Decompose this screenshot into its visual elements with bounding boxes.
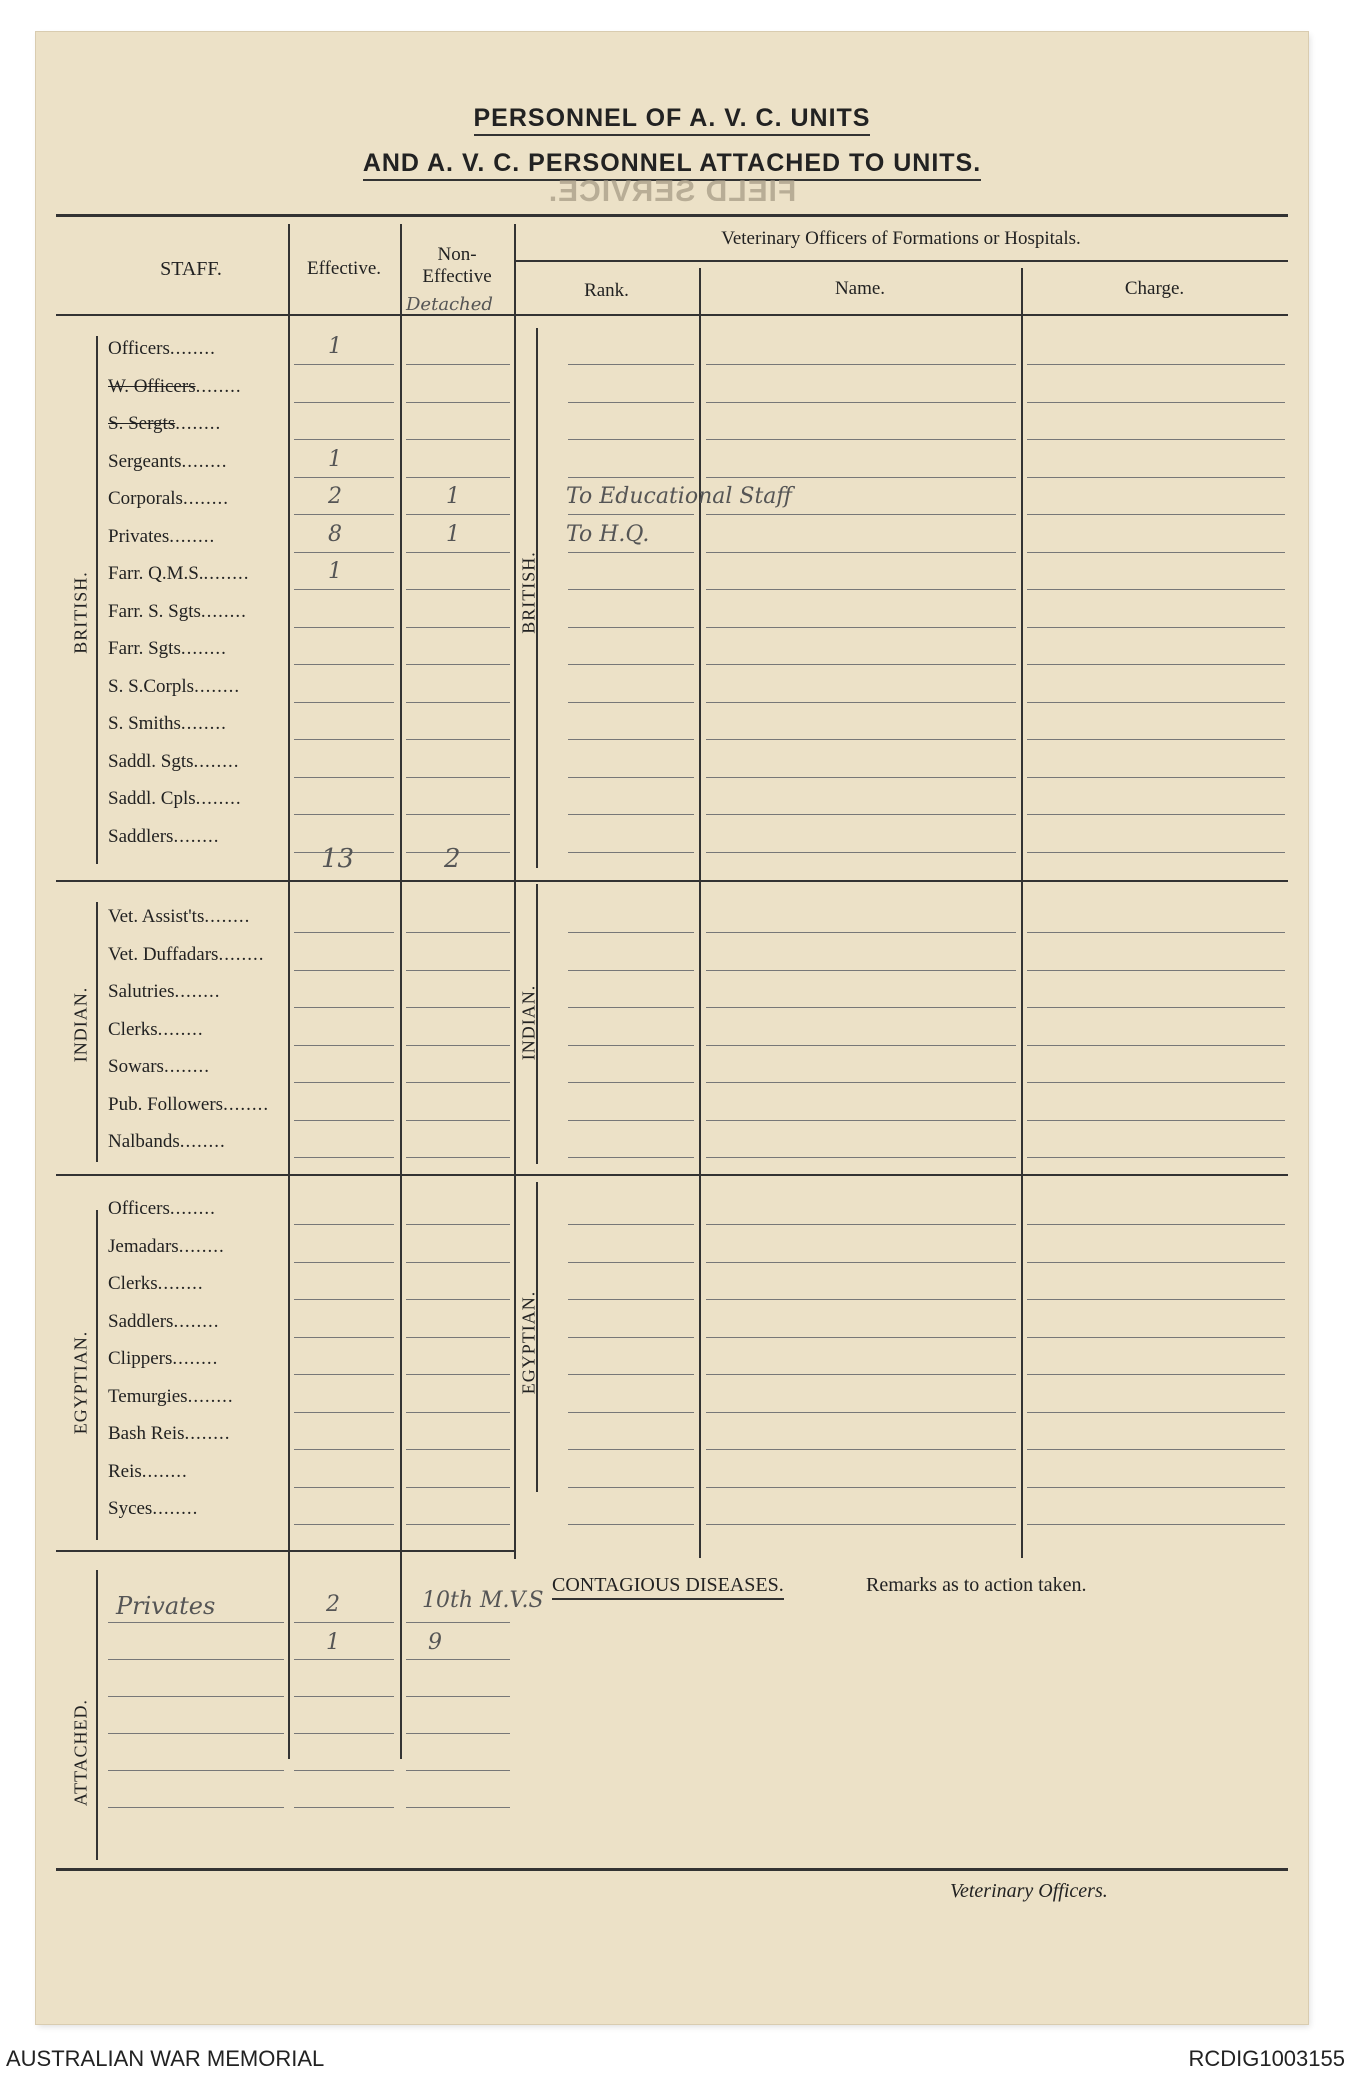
staff-row-label: Farr. Q.M.S.........	[108, 563, 250, 584]
col-divider-vet	[514, 224, 516, 1559]
leader-dots: ........	[141, 1460, 188, 1482]
header-charge: Charge.	[1124, 278, 1185, 299]
attached-row1-non-effective: 10th M.V.S	[422, 1588, 544, 1613]
vet-header-rule	[514, 260, 1288, 262]
entry-line	[294, 664, 394, 665]
staff-row-label: Officers........	[108, 1198, 216, 1219]
entry-line	[294, 1157, 394, 1158]
leader-dots: ........	[203, 563, 250, 584]
entry-line	[1027, 1524, 1285, 1525]
entry-line	[1027, 477, 1285, 478]
staff-row-label: S. Smiths........	[108, 713, 227, 734]
entry-line	[568, 439, 694, 440]
entry-line	[568, 970, 694, 971]
entry-line	[706, 439, 1016, 440]
entry-line	[294, 1449, 394, 1450]
leader-dots: ........	[180, 638, 227, 659]
attached-brace	[96, 1570, 108, 1860]
entry-line	[706, 664, 1016, 665]
handwritten-note-educational: To Educational Staff	[566, 484, 793, 509]
entry-line	[1027, 1299, 1285, 1300]
bleed-through-text: FIELD SERVICE.	[547, 175, 797, 208]
entry-line	[1027, 364, 1285, 365]
entry-line	[294, 1374, 394, 1375]
entry-line	[706, 739, 1016, 740]
entry-line	[1027, 1262, 1285, 1263]
entry-line	[1027, 1374, 1285, 1375]
entry-line	[294, 1082, 394, 1083]
leader-dots: ........	[173, 1310, 220, 1332]
staff-row-label: W. Officers........	[108, 375, 242, 397]
entry-line	[1027, 1045, 1285, 1046]
entry-line	[1027, 739, 1285, 740]
entry-line	[406, 970, 510, 971]
form-paper	[36, 32, 1308, 2024]
entry-line	[568, 739, 694, 740]
entry-line	[406, 1733, 510, 1734]
entry-line	[406, 1622, 510, 1623]
leader-dots: ........	[218, 943, 265, 965]
entry-line	[406, 1770, 510, 1771]
leader-dots: ........	[163, 1056, 210, 1077]
entry-line	[294, 402, 394, 403]
attached-row1-label: Privates	[116, 1592, 216, 1620]
entry-line	[706, 364, 1016, 365]
entry-line	[294, 814, 394, 815]
entry-line	[568, 702, 694, 703]
leader-dots: ........	[182, 488, 229, 509]
entry-line	[568, 1299, 694, 1300]
egyptian-section-rule	[56, 1550, 514, 1552]
entry-line	[1027, 777, 1285, 778]
leader-dots: ........	[157, 1273, 204, 1294]
attached-row2-non-effective: 9	[428, 1630, 442, 1655]
entry-line	[294, 1337, 394, 1338]
staff-row-label: Vet. Duffadars........	[108, 943, 265, 965]
staff-row-label: Reis........	[108, 1460, 188, 1482]
table-top-rule	[56, 214, 1288, 217]
entry-line	[706, 1157, 1016, 1158]
header-vet-officers: Veterinary Officers of Formations or Hospitals.	[721, 228, 1081, 249]
staff-row-label: Privates........	[108, 525, 216, 547]
entry-line	[406, 1262, 510, 1263]
entry-line	[568, 777, 694, 778]
entry-line	[108, 1659, 284, 1660]
entry-line	[706, 514, 1016, 515]
entry-line	[706, 1082, 1016, 1083]
entry-line	[406, 739, 510, 740]
entry-line	[706, 1045, 1016, 1046]
staff-row-label: Syces........	[108, 1498, 199, 1519]
entry-line	[568, 664, 694, 665]
entry-line	[568, 514, 694, 515]
entry-line	[1027, 1449, 1285, 1450]
handwritten-detached: Detached	[406, 294, 493, 315]
entry-line	[568, 1120, 694, 1121]
staff-row-label: Saddl. Cpls........	[108, 788, 242, 809]
entry-line	[294, 1045, 394, 1046]
entry-line	[568, 1082, 694, 1083]
section-label-attached: ATTACHED.	[70, 1698, 91, 1807]
staff-row-label: Farr. Sgts........	[108, 638, 227, 659]
entry-line	[1027, 814, 1285, 815]
entry-line	[406, 402, 510, 403]
entry-line	[406, 777, 510, 778]
entry-line	[294, 1622, 394, 1623]
entry-line	[706, 477, 1016, 478]
entry-line	[406, 1374, 510, 1375]
egyptian-brace	[96, 1210, 108, 1540]
british-brace	[96, 336, 108, 864]
col-divider-name	[699, 268, 701, 1558]
staff-row-label: Sergeants........	[108, 450, 228, 472]
entry-line	[406, 1659, 510, 1660]
entry-line	[706, 552, 1016, 553]
entry-line	[568, 1262, 694, 1263]
indian-brace	[96, 902, 108, 1162]
entry-line	[406, 1524, 510, 1525]
section-label-indian: INDIAN.	[70, 986, 91, 1063]
entry-line	[568, 477, 694, 478]
header-effective: Effective.	[306, 258, 382, 279]
vet-egyptian-brace	[536, 1182, 548, 1492]
entry-line	[294, 702, 394, 703]
footer-source: AUSTRALIAN WAR MEMORIAL	[6, 2046, 325, 2071]
col-divider-effective	[288, 224, 290, 1759]
leader-dots: ........	[195, 788, 242, 809]
british-effective-value: 1	[328, 334, 342, 359]
entry-line	[294, 1224, 394, 1225]
entry-line	[706, 1337, 1016, 1338]
entry-line	[406, 1224, 510, 1225]
entry-line	[706, 814, 1016, 815]
entry-line	[294, 970, 394, 971]
table-bottom-rule	[56, 1868, 1288, 1871]
contagious-diseases-heading: CONTAGIOUS DISEASES.	[552, 1574, 784, 1597]
british-effective-value: 1	[328, 446, 342, 472]
signature-label: Veterinary Officers.	[950, 1880, 1108, 1902]
entry-line	[1027, 1120, 1285, 1121]
entry-line	[108, 1696, 284, 1697]
british-effective-value: 2	[328, 484, 342, 509]
leader-dots: ........	[179, 1131, 226, 1152]
footer-reference: RCDIG1003155	[1188, 2046, 1345, 2071]
vet-section-indian: INDIAN.	[518, 984, 539, 1061]
leader-dots: ........	[169, 1198, 216, 1219]
entry-line	[108, 1770, 284, 1771]
entry-line	[406, 1157, 510, 1158]
staff-row-label: Sowars........	[108, 1056, 210, 1077]
entry-line	[706, 852, 1016, 853]
entry-line	[1027, 852, 1285, 853]
entry-line	[406, 1412, 510, 1413]
staff-row-label: Clerks........	[108, 1018, 204, 1040]
staff-row-label: Clerks........	[108, 1273, 204, 1294]
vet-indian-brace	[536, 884, 548, 1164]
entry-line	[706, 1262, 1016, 1263]
entry-line	[706, 1412, 1016, 1413]
indian-section-rule	[56, 1174, 1288, 1176]
entry-line	[406, 552, 510, 553]
entry-line	[706, 627, 1016, 628]
staff-row-label: Corporals........	[108, 488, 229, 509]
entry-line	[568, 402, 694, 403]
col-divider-charge	[1021, 268, 1023, 1558]
entry-line	[406, 364, 510, 365]
leader-dots: ........	[184, 1423, 231, 1444]
entry-line	[406, 1082, 510, 1083]
entry-line	[1027, 439, 1285, 440]
leader-dots: ........	[175, 413, 222, 434]
british-section-rule	[56, 880, 1288, 882]
leader-dots: ........	[194, 675, 241, 697]
leader-dots: ........	[152, 1498, 199, 1519]
entry-line	[706, 1299, 1016, 1300]
leader-dots: ........	[174, 981, 221, 1002]
entry-line	[706, 1120, 1016, 1121]
british-effective-value: 1	[328, 559, 342, 584]
entry-line	[108, 1622, 284, 1623]
entry-line	[406, 439, 510, 440]
entry-line	[294, 1487, 394, 1488]
header-rank: Rank.	[584, 280, 629, 301]
entry-line	[568, 627, 694, 628]
leader-dots: ........	[181, 450, 228, 472]
entry-line	[1027, 1157, 1285, 1158]
entry-line	[1027, 514, 1285, 515]
entry-line	[406, 932, 510, 933]
leader-dots: ........	[178, 1235, 225, 1257]
entry-line	[706, 1449, 1016, 1450]
section-label-egyptian: EGYPTIAN.	[70, 1330, 91, 1435]
entry-line	[406, 477, 510, 478]
entry-line	[406, 1487, 510, 1488]
staff-row-label: Saddlers........	[108, 1310, 220, 1332]
entry-line	[568, 1449, 694, 1450]
entry-line	[294, 477, 394, 478]
section-label-british: BRITISH.	[70, 571, 91, 654]
entry-line	[294, 1807, 394, 1808]
british-effective-value: 8	[328, 521, 342, 547]
staff-row-label: Clippers........	[108, 1348, 219, 1369]
entry-line	[406, 1449, 510, 1450]
entry-line	[294, 1299, 394, 1300]
entry-line	[1027, 932, 1285, 933]
entry-line	[706, 1374, 1016, 1375]
entry-line	[568, 1524, 694, 1525]
entry-line	[706, 1007, 1016, 1008]
british-total-non-effective: 2	[444, 844, 461, 874]
staff-row-label: Farr. S. Sgts........	[108, 600, 247, 622]
entry-line	[294, 1696, 394, 1697]
entry-line	[108, 1733, 284, 1734]
entry-line	[1027, 702, 1285, 703]
entry-line	[568, 814, 694, 815]
entry-line	[1027, 970, 1285, 971]
attached-row2-effective: 1	[326, 1630, 340, 1655]
entry-line	[1027, 1082, 1285, 1083]
entry-line	[568, 1224, 694, 1225]
attached-row1-effective: 2	[326, 1592, 340, 1617]
entry-line	[1027, 552, 1285, 553]
entry-line	[1027, 1224, 1285, 1225]
entry-line	[706, 970, 1016, 971]
header-staff: STAFF.	[160, 258, 222, 280]
handwritten-note-hq: To H.Q.	[566, 522, 650, 547]
entry-line	[294, 627, 394, 628]
staff-row-label: S. Sergts........	[108, 413, 222, 434]
entry-line	[294, 1120, 394, 1121]
vet-british-brace	[536, 328, 548, 868]
entry-line	[406, 702, 510, 703]
entry-line	[568, 1412, 694, 1413]
entry-line	[706, 589, 1016, 590]
entry-line	[568, 589, 694, 590]
vet-section-british: BRITISH.	[518, 551, 539, 634]
leader-dots: ........	[180, 713, 227, 734]
staff-row-label: Pub. Followers........	[108, 1093, 270, 1115]
entry-line	[568, 1337, 694, 1338]
leader-dots: ........	[187, 1385, 234, 1407]
entry-line	[568, 852, 694, 853]
entry-line	[294, 1733, 394, 1734]
entry-line	[294, 777, 394, 778]
entry-line	[406, 514, 510, 515]
entry-line	[294, 1007, 394, 1008]
entry-line	[294, 1412, 394, 1413]
entry-line	[294, 1524, 394, 1525]
entry-line	[406, 627, 510, 628]
form-title-line1: PERSONNEL OF A. V. C. UNITS	[36, 104, 1308, 133]
entry-line	[294, 1659, 394, 1660]
entry-line	[1027, 402, 1285, 403]
british-total-effective: 13	[321, 844, 355, 874]
entry-line	[294, 1770, 394, 1771]
entry-line	[568, 1487, 694, 1488]
form-title-line2: AND A. V. C. PERSONNEL ATTACHED TO UNITS.	[36, 149, 1308, 178]
remarks-heading: Remarks as to action taken.	[866, 1574, 1087, 1596]
entry-line	[568, 1007, 694, 1008]
british-non-effective-value: 1	[446, 521, 460, 547]
entry-line	[406, 1299, 510, 1300]
entry-line	[706, 1224, 1016, 1225]
staff-row-label: S. S.Corpls........	[108, 675, 241, 697]
staff-row-label: Temurgies........	[108, 1385, 234, 1407]
header-name: Name.	[834, 278, 886, 299]
entry-line	[568, 1157, 694, 1158]
entry-line	[1027, 664, 1285, 665]
entry-line	[1027, 1487, 1285, 1488]
entry-line	[1027, 1412, 1285, 1413]
leader-dots: ........	[172, 1348, 219, 1369]
leader-dots: ........	[169, 338, 216, 359]
entry-line	[568, 552, 694, 553]
entry-line	[1027, 627, 1285, 628]
leader-dots: ........	[169, 525, 216, 547]
entry-line	[568, 1045, 694, 1046]
staff-row-label: Officers........	[108, 338, 216, 359]
entry-line	[406, 1120, 510, 1121]
leader-dots: ........	[195, 375, 242, 397]
entry-line	[706, 402, 1016, 403]
leader-dots: ........	[173, 825, 220, 847]
entry-line	[406, 1337, 510, 1338]
entry-line	[294, 589, 394, 590]
entry-line	[706, 932, 1016, 933]
entry-line	[294, 514, 394, 515]
entry-line	[568, 1374, 694, 1375]
entry-line	[294, 364, 394, 365]
leader-dots: ........	[193, 750, 240, 772]
entry-line	[294, 739, 394, 740]
entry-line	[406, 1045, 510, 1046]
entry-line	[1027, 1007, 1285, 1008]
entry-line	[294, 1262, 394, 1263]
entry-line	[406, 664, 510, 665]
entry-line	[406, 814, 510, 815]
entry-line	[706, 1487, 1016, 1488]
leader-dots: ........	[204, 906, 251, 927]
entry-line	[406, 1696, 510, 1697]
entry-line	[1027, 1337, 1285, 1338]
staff-row-label: Jemadars........	[108, 1235, 225, 1257]
entry-line	[294, 552, 394, 553]
entry-line	[108, 1807, 284, 1808]
staff-row-label: Salutries........	[108, 981, 221, 1002]
staff-row-label: Saddlers........	[108, 825, 220, 847]
entry-line	[294, 932, 394, 933]
entry-line	[406, 589, 510, 590]
leader-dots: ........	[157, 1018, 204, 1040]
entry-line	[294, 439, 394, 440]
staff-row-label: Nalbands........	[108, 1131, 226, 1152]
leader-dots: ........	[223, 1093, 270, 1115]
staff-row-label: Saddl. Sgts........	[108, 750, 240, 772]
entry-line	[1027, 589, 1285, 590]
vet-section-egyptian: EGYPTIAN.	[518, 1290, 539, 1395]
entry-line	[568, 932, 694, 933]
british-non-effective-value: 1	[446, 484, 460, 509]
entry-line	[568, 364, 694, 365]
col-divider-noneffective	[400, 224, 402, 1759]
header-bottom-rule	[56, 314, 1288, 316]
entry-line	[406, 1007, 510, 1008]
entry-line	[706, 702, 1016, 703]
entry-line	[406, 1807, 510, 1808]
entry-line	[706, 1524, 1016, 1525]
staff-row-label: Vet. Assist'ts........	[108, 906, 251, 927]
staff-row-label: Bash Reis........	[108, 1423, 231, 1444]
entry-line	[706, 777, 1016, 778]
header-non-effective: Non- Effective	[422, 244, 492, 287]
leader-dots: ........	[200, 600, 247, 622]
